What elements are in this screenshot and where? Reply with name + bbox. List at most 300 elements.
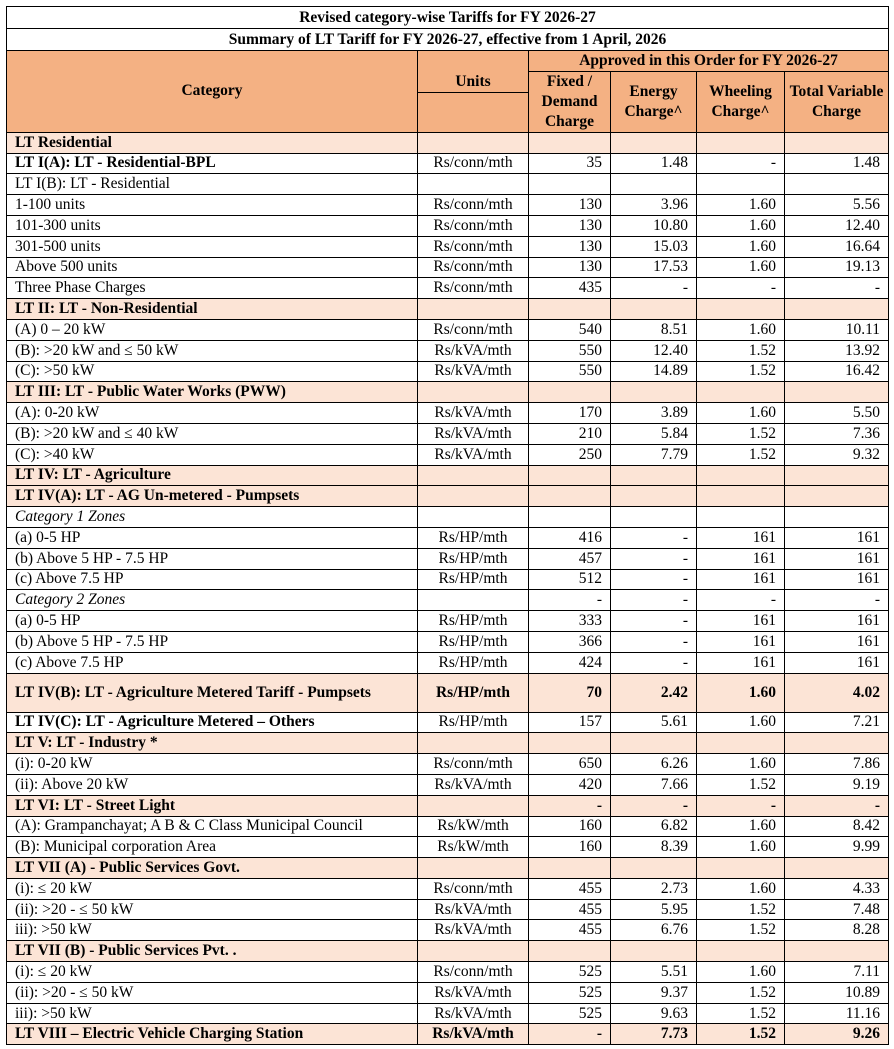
energy-charge-cell: 5.61 — [611, 712, 697, 733]
category-cell: LT III: LT - Public Water Works (PWW) — [7, 382, 418, 403]
category-cell: (B): >20 kW and ≤ 40 kW — [7, 423, 418, 444]
wheeling-charge-cell — [697, 486, 785, 507]
energy-charge-cell: - — [611, 652, 697, 673]
energy-charge-cell: 17.53 — [611, 257, 697, 278]
energy-charge-cell: 7.79 — [611, 444, 697, 465]
energy-charge-cell — [611, 132, 697, 153]
table-row — [7, 403, 889, 424]
total-variable-charge-cell: 161 — [785, 652, 889, 673]
energy-charge-cell: 5.51 — [611, 962, 697, 983]
wheeling-charge-cell: 1.60 — [697, 837, 785, 858]
energy-charge-cell — [611, 299, 697, 320]
category-cell: LT V: LT - Industry * — [7, 733, 418, 754]
total-variable-charge-cell: 161 — [785, 631, 889, 652]
wheeling-charge-cell — [697, 941, 785, 962]
category-cell: Three Phase Charges — [7, 278, 418, 299]
category-cell: iii): >50 kW — [7, 920, 418, 941]
energy-charge-cell: 5.84 — [611, 423, 697, 444]
units-cell: Rs/kVA/mth — [418, 1003, 529, 1024]
fixed-charge-cell: 160 — [529, 816, 611, 837]
tariff-table — [6, 6, 889, 1045]
fixed-charge-cell: 170 — [529, 403, 611, 424]
total-variable-charge-cell: 4.33 — [785, 878, 889, 899]
units-cell: Rs/kVA/mth — [418, 403, 529, 424]
total-variable-charge-cell — [785, 382, 889, 403]
fixed-charge-cell — [529, 299, 611, 320]
table-row — [7, 899, 889, 920]
units-cell — [418, 382, 529, 403]
table-row — [7, 1003, 889, 1024]
wheeling-charge-cell: 161 — [697, 527, 785, 548]
energy-charge-cell: - — [611, 590, 697, 611]
fixed-charge-cell — [529, 174, 611, 195]
category-cell: (C): >50 kW — [7, 361, 418, 382]
table-row — [7, 795, 889, 816]
units-cell: Rs/kVA/mth — [418, 899, 529, 920]
table-row — [7, 382, 889, 403]
fixed-charge-cell: 525 — [529, 982, 611, 1003]
table-row — [7, 548, 889, 569]
units-cell — [418, 590, 529, 611]
table-row — [7, 299, 889, 320]
total-variable-charge-cell: 7.36 — [785, 423, 889, 444]
wheeling-charge-cell: 161 — [697, 631, 785, 652]
units-cell — [418, 941, 529, 962]
table-row — [7, 361, 889, 382]
total-variable-charge-cell: 5.56 — [785, 195, 889, 216]
total-variable-charge-cell: 11.16 — [785, 1003, 889, 1024]
wheeling-charge-cell — [697, 132, 785, 153]
energy-charge-cell: - — [611, 631, 697, 652]
units-cell — [418, 486, 529, 507]
title-row — [7, 7, 889, 29]
subtitle-row — [7, 29, 889, 51]
energy-charge-cell: - — [611, 278, 697, 299]
total-variable-charge-cell — [785, 507, 889, 528]
category-cell: LT VIII – Electric Vehicle Charging Station — [7, 1024, 418, 1045]
energy-charge-cell: 3.96 — [611, 195, 697, 216]
fixed-charge-cell — [529, 507, 611, 528]
category-cell: (A) 0 – 20 kW — [7, 319, 418, 340]
total-variable-charge-cell: - — [785, 278, 889, 299]
category-cell: (A): Grampanchayat; A B & C Class Municipal Council — [7, 816, 418, 837]
table-row — [7, 174, 889, 195]
units-cell: Rs/conn/mth — [418, 215, 529, 236]
units-cell: Rs/conn/mth — [418, 878, 529, 899]
table-row — [7, 878, 889, 899]
total-variable-charge-cell — [785, 733, 889, 754]
table-row — [7, 340, 889, 361]
total-variable-charge-cell — [785, 465, 889, 486]
wheeling-charge-cell: - — [697, 795, 785, 816]
table-row — [7, 816, 889, 837]
fixed-charge-cell: 420 — [529, 774, 611, 795]
category-cell: (A): 0-20 kW — [7, 403, 418, 424]
units-cell: Rs/kW/mth — [418, 837, 529, 858]
category-cell: LT VI: LT - Street Light — [7, 795, 418, 816]
category-cell: LT VII (B) - Public Services Pvt. . — [7, 941, 418, 962]
category-cell: LT Residential — [7, 132, 418, 153]
units-header-spacer — [418, 93, 529, 133]
total-variable-charge-cell — [785, 941, 889, 962]
units-cell: Rs/HP/mth — [418, 527, 529, 548]
units-cell: Rs/kVA/mth — [418, 982, 529, 1003]
units-cell — [418, 465, 529, 486]
units-cell — [418, 795, 529, 816]
header-row-1 — [7, 51, 889, 72]
category-cell: (a) 0-5 HP — [7, 527, 418, 548]
fixed-charge-cell — [529, 465, 611, 486]
total-variable-charge-cell: 161 — [785, 569, 889, 590]
category-cell: (b) Above 5 HP - 7.5 HP — [7, 548, 418, 569]
wheeling-charge-cell: 1.52 — [697, 899, 785, 920]
units-cell: Rs/HP/mth — [418, 712, 529, 733]
wheeling-charge-cell: - — [697, 590, 785, 611]
units-cell: Rs/conn/mth — [418, 153, 529, 174]
table-row — [7, 444, 889, 465]
wheeling-charge-cell: 1.60 — [697, 257, 785, 278]
table-row — [7, 507, 889, 528]
total-variable-charge-cell: 16.64 — [785, 236, 889, 257]
fixed-charge-cell: 435 — [529, 278, 611, 299]
fixed-charge-cell: 160 — [529, 837, 611, 858]
energy-charge-cell: 7.73 — [611, 1024, 697, 1045]
total-variable-charge-cell: 5.50 — [785, 403, 889, 424]
wheeling-charge-cell — [697, 858, 785, 879]
units-cell: Rs/conn/mth — [418, 754, 529, 775]
table-row — [7, 652, 889, 673]
energy-charge-cell: 10.80 — [611, 215, 697, 236]
total-variable-charge-header: Total Variable Charge — [785, 71, 889, 132]
fixed-charge-cell: 130 — [529, 215, 611, 236]
wheeling-charge-header: Wheeling Charge^ — [697, 71, 785, 132]
fixed-charge-cell: 157 — [529, 712, 611, 733]
energy-charge-cell: - — [611, 569, 697, 590]
total-variable-charge-cell: - — [785, 590, 889, 611]
category-cell: Category 2 Zones — [7, 590, 418, 611]
energy-charge-cell: 2.73 — [611, 878, 697, 899]
total-variable-charge-cell: 8.42 — [785, 816, 889, 837]
wheeling-charge-cell — [697, 174, 785, 195]
energy-charge-cell: 6.26 — [611, 754, 697, 775]
table-row — [7, 1024, 889, 1045]
wheeling-charge-cell: 1.52 — [697, 423, 785, 444]
fixed-charge-cell: 512 — [529, 569, 611, 590]
wheeling-charge-cell: 1.52 — [697, 774, 785, 795]
total-variable-charge-cell — [785, 299, 889, 320]
category-cell: iii): >50 kW — [7, 1003, 418, 1024]
wheeling-charge-cell: 1.52 — [697, 1024, 785, 1045]
table-row — [7, 590, 889, 611]
energy-charge-cell — [611, 941, 697, 962]
wheeling-charge-cell: 1.60 — [697, 215, 785, 236]
category-cell: LT IV(A): LT - AG Un-metered - Pumpsets — [7, 486, 418, 507]
total-variable-charge-cell: 1.48 — [785, 153, 889, 174]
category-cell: (c) Above 7.5 HP — [7, 652, 418, 673]
units-cell: Rs/kW/mth — [418, 816, 529, 837]
fixed-charge-cell: 130 — [529, 195, 611, 216]
total-variable-charge-cell — [785, 858, 889, 879]
category-cell: (c) Above 7.5 HP — [7, 569, 418, 590]
category-header: Category — [7, 51, 418, 133]
total-variable-charge-cell: 19.13 — [785, 257, 889, 278]
units-cell: Rs/HP/mth — [418, 569, 529, 590]
wheeling-charge-cell: 1.60 — [697, 754, 785, 775]
category-cell: LT VII (A) - Public Services Govt. — [7, 858, 418, 879]
energy-charge-cell — [611, 174, 697, 195]
units-cell — [418, 733, 529, 754]
tariff-document — [6, 6, 888, 1045]
total-variable-charge-cell: 161 — [785, 611, 889, 632]
units-cell: Rs/kVA/mth — [418, 774, 529, 795]
units-cell: Rs/conn/mth — [418, 236, 529, 257]
table-row — [7, 257, 889, 278]
energy-charge-cell: - — [611, 548, 697, 569]
fixed-charge-header: Fixed / Demand Charge — [529, 71, 611, 132]
units-header-cell — [418, 51, 529, 72]
table-row — [7, 215, 889, 236]
table-row — [7, 236, 889, 257]
total-variable-charge-cell: 7.21 — [785, 712, 889, 733]
category-cell: (b) Above 5 HP - 7.5 HP — [7, 631, 418, 652]
wheeling-charge-cell: 1.52 — [697, 361, 785, 382]
total-variable-charge-cell: 13.92 — [785, 340, 889, 361]
fixed-charge-cell: 130 — [529, 257, 611, 278]
category-cell: LT IV(C): LT - Agriculture Metered – Others — [7, 712, 418, 733]
units-header: Units — [418, 71, 529, 92]
energy-charge-cell: 9.37 — [611, 982, 697, 1003]
units-cell: Rs/HP/mth — [418, 548, 529, 569]
energy-charge-cell: 5.95 — [611, 899, 697, 920]
category-cell: (C): >40 kW — [7, 444, 418, 465]
table-row — [7, 982, 889, 1003]
total-variable-charge-cell — [785, 174, 889, 195]
category-cell: LT II: LT - Non-Residential — [7, 299, 418, 320]
energy-charge-cell — [611, 382, 697, 403]
table-row — [7, 733, 889, 754]
table-row — [7, 195, 889, 216]
wheeling-charge-cell: 1.52 — [697, 1003, 785, 1024]
energy-charge-cell: 1.48 — [611, 153, 697, 174]
table-row — [7, 673, 889, 712]
category-cell: (i): 0-20 kW — [7, 754, 418, 775]
table-row — [7, 569, 889, 590]
fixed-charge-cell: 210 — [529, 423, 611, 444]
energy-charge-cell: 8.51 — [611, 319, 697, 340]
category-cell: (ii): >20 - ≤ 50 kW — [7, 899, 418, 920]
category-cell: LT I(B): LT - Residential — [7, 174, 418, 195]
table-row — [7, 754, 889, 775]
fixed-charge-cell: 130 — [529, 236, 611, 257]
fixed-charge-cell: 550 — [529, 361, 611, 382]
table-row — [7, 319, 889, 340]
fixed-charge-cell: 250 — [529, 444, 611, 465]
category-cell: (B): Municipal corporation Area — [7, 837, 418, 858]
energy-charge-cell: 8.39 — [611, 837, 697, 858]
fixed-charge-cell: 540 — [529, 319, 611, 340]
fixed-charge-cell: 35 — [529, 153, 611, 174]
wheeling-charge-cell: - — [697, 153, 785, 174]
energy-charge-cell: 15.03 — [611, 236, 697, 257]
total-variable-charge-cell: 7.11 — [785, 962, 889, 983]
energy-charge-cell: 6.82 — [611, 816, 697, 837]
wheeling-charge-cell: 161 — [697, 611, 785, 632]
category-cell: (i): ≤ 20 kW — [7, 962, 418, 983]
wheeling-charge-cell: 1.60 — [697, 816, 785, 837]
energy-charge-cell: 7.66 — [611, 774, 697, 795]
total-variable-charge-cell: 7.48 — [785, 899, 889, 920]
units-cell: Rs/kVA/mth — [418, 1024, 529, 1045]
energy-charge-cell: 9.63 — [611, 1003, 697, 1024]
energy-charge-cell — [611, 733, 697, 754]
fixed-charge-cell — [529, 733, 611, 754]
total-variable-charge-cell: 16.42 — [785, 361, 889, 382]
wheeling-charge-cell: 161 — [697, 548, 785, 569]
units-cell: Rs/kVA/mth — [418, 361, 529, 382]
fixed-charge-cell: - — [529, 590, 611, 611]
units-cell — [418, 132, 529, 153]
fixed-charge-cell: 550 — [529, 340, 611, 361]
category-cell: LT IV: LT - Agriculture — [7, 465, 418, 486]
fixed-charge-cell: - — [529, 795, 611, 816]
wheeling-charge-cell — [697, 382, 785, 403]
wheeling-charge-cell — [697, 299, 785, 320]
energy-charge-cell: 2.42 — [611, 673, 697, 712]
total-variable-charge-cell: 12.40 — [785, 215, 889, 236]
table-row — [7, 527, 889, 548]
wheeling-charge-cell: 161 — [697, 569, 785, 590]
wheeling-charge-cell: 1.60 — [697, 962, 785, 983]
fixed-charge-cell: 366 — [529, 631, 611, 652]
table-subtitle: Summary of LT Tariff for FY 2026-27, effective from 1 April, 2026 — [7, 29, 889, 51]
units-cell: Rs/kVA/mth — [418, 423, 529, 444]
table-row — [7, 153, 889, 174]
total-variable-charge-cell: 161 — [785, 527, 889, 548]
units-cell: Rs/HP/mth — [418, 673, 529, 712]
table-row — [7, 774, 889, 795]
category-cell: (ii): Above 20 kW — [7, 774, 418, 795]
fixed-charge-cell: 455 — [529, 899, 611, 920]
wheeling-charge-cell: 1.60 — [697, 673, 785, 712]
table-row — [7, 132, 889, 153]
energy-charge-cell: 14.89 — [611, 361, 697, 382]
fixed-charge-cell — [529, 486, 611, 507]
units-cell — [418, 507, 529, 528]
total-variable-charge-cell: 9.99 — [785, 837, 889, 858]
table-row — [7, 611, 889, 632]
wheeling-charge-cell — [697, 465, 785, 486]
fixed-charge-cell: 525 — [529, 962, 611, 983]
wheeling-charge-cell: - — [697, 278, 785, 299]
category-cell: (i): ≤ 20 kW — [7, 878, 418, 899]
units-cell: Rs/HP/mth — [418, 611, 529, 632]
category-cell: (B): >20 kW and ≤ 50 kW — [7, 340, 418, 361]
wheeling-charge-cell: 1.60 — [697, 403, 785, 424]
total-variable-charge-cell: 7.86 — [785, 754, 889, 775]
fixed-charge-cell: 457 — [529, 548, 611, 569]
total-variable-charge-cell: 4.02 — [785, 673, 889, 712]
category-cell: (ii): >20 - ≤ 50 kW — [7, 982, 418, 1003]
units-cell: Rs/kVA/mth — [418, 920, 529, 941]
wheeling-charge-cell: 161 — [697, 652, 785, 673]
energy-charge-header: Energy Charge^ — [611, 71, 697, 132]
fixed-charge-cell — [529, 132, 611, 153]
table-row — [7, 631, 889, 652]
fixed-charge-cell: 333 — [529, 611, 611, 632]
wheeling-charge-cell: 1.60 — [697, 319, 785, 340]
fixed-charge-cell: 650 — [529, 754, 611, 775]
fixed-charge-cell: 455 — [529, 920, 611, 941]
total-variable-charge-cell: 9.19 — [785, 774, 889, 795]
table-row — [7, 858, 889, 879]
energy-charge-cell — [611, 507, 697, 528]
total-variable-charge-cell: 9.26 — [785, 1024, 889, 1045]
table-title: Revised category-wise Tariffs for FY 2026-27 — [7, 7, 889, 29]
total-variable-charge-cell: 9.32 — [785, 444, 889, 465]
category-cell: 1-100 units — [7, 195, 418, 216]
wheeling-charge-cell: 1.52 — [697, 340, 785, 361]
fixed-charge-cell: - — [529, 1024, 611, 1045]
wheeling-charge-cell: 1.60 — [697, 195, 785, 216]
units-cell — [418, 174, 529, 195]
fixed-charge-cell: 70 — [529, 673, 611, 712]
fixed-charge-cell: 416 — [529, 527, 611, 548]
units-cell: Rs/conn/mth — [418, 962, 529, 983]
category-cell: 301-500 units — [7, 236, 418, 257]
units-cell: Rs/conn/mth — [418, 319, 529, 340]
energy-charge-cell — [611, 486, 697, 507]
category-cell: Category 1 Zones — [7, 507, 418, 528]
wheeling-charge-cell: 1.52 — [697, 444, 785, 465]
energy-charge-cell: - — [611, 611, 697, 632]
units-cell — [418, 299, 529, 320]
category-cell: Above 500 units — [7, 257, 418, 278]
category-cell: (a) 0-5 HP — [7, 611, 418, 632]
fixed-charge-cell: 424 — [529, 652, 611, 673]
total-variable-charge-cell: 10.11 — [785, 319, 889, 340]
category-cell: 101-300 units — [7, 215, 418, 236]
table-row — [7, 486, 889, 507]
table-row — [7, 941, 889, 962]
energy-charge-cell — [611, 465, 697, 486]
total-variable-charge-cell — [785, 132, 889, 153]
energy-charge-cell: 12.40 — [611, 340, 697, 361]
energy-charge-cell — [611, 858, 697, 879]
fixed-charge-cell — [529, 941, 611, 962]
table-row — [7, 712, 889, 733]
units-cell: Rs/conn/mth — [418, 257, 529, 278]
units-cell: Rs/kVA/mth — [418, 444, 529, 465]
total-variable-charge-cell: - — [785, 795, 889, 816]
units-cell — [418, 858, 529, 879]
wheeling-charge-cell: 1.60 — [697, 712, 785, 733]
table-row — [7, 278, 889, 299]
table-row — [7, 465, 889, 486]
table-row — [7, 962, 889, 983]
units-cell: Rs/HP/mth — [418, 631, 529, 652]
category-cell: LT IV(B): LT - Agriculture Metered Tariff - Pumpsets — [7, 673, 418, 712]
wheeling-charge-cell — [697, 507, 785, 528]
fixed-charge-cell — [529, 858, 611, 879]
energy-charge-cell: 3.89 — [611, 403, 697, 424]
fixed-charge-cell: 455 — [529, 878, 611, 899]
wheeling-charge-cell: 1.60 — [697, 878, 785, 899]
units-cell: Rs/conn/mth — [418, 278, 529, 299]
wheeling-charge-cell: 1.52 — [697, 982, 785, 1003]
energy-charge-cell: 6.76 — [611, 920, 697, 941]
wheeling-charge-cell — [697, 733, 785, 754]
table-row — [7, 920, 889, 941]
